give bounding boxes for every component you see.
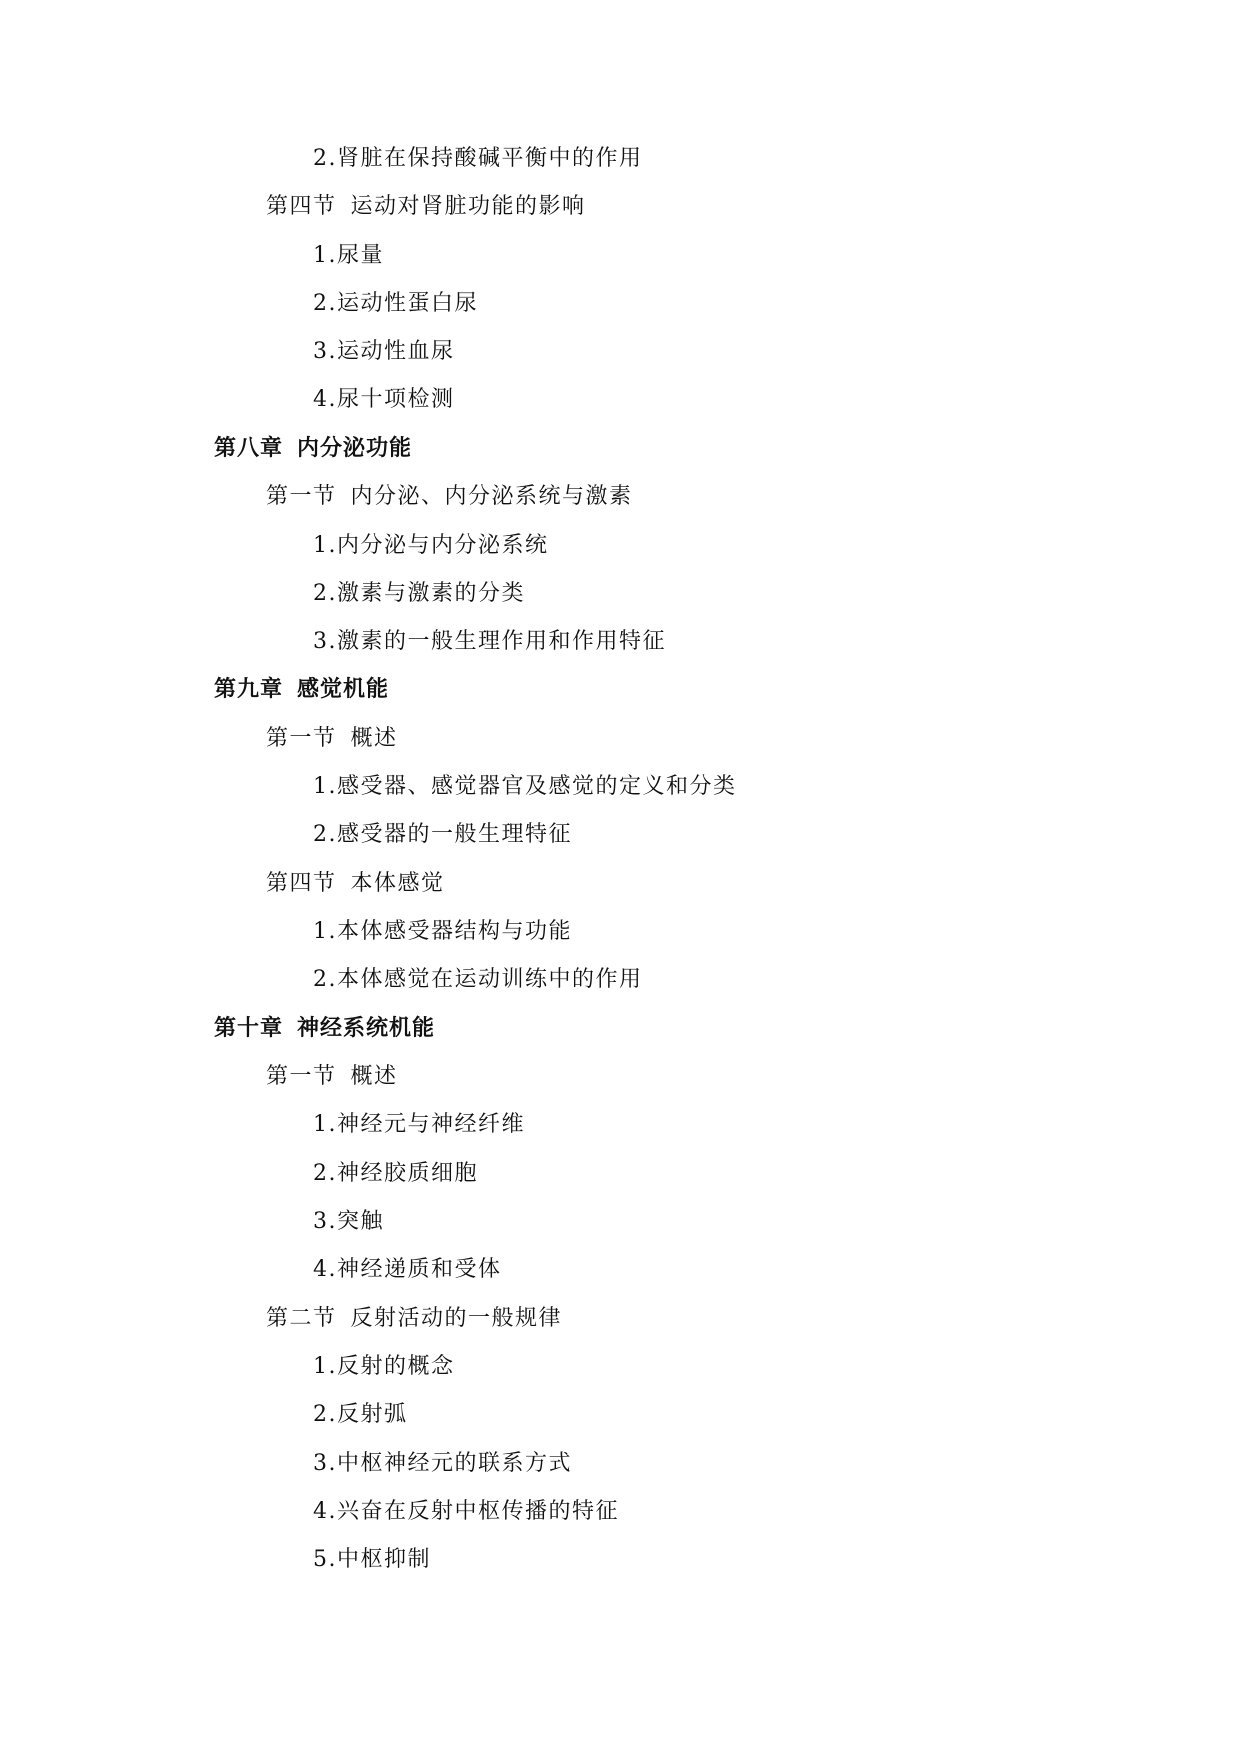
item-line <box>313 1207 384 1237</box>
section-number: 第二节 <box>266 1306 337 1331</box>
item-text: 1.本体感受器结构与功能 <box>313 919 572 944</box>
item-line <box>313 772 737 802</box>
item-text: 3.中枢神经元的联系方式 <box>313 1451 572 1476</box>
chapter-heading <box>214 434 412 464</box>
item-line <box>313 579 525 609</box>
item-line <box>313 241 384 271</box>
item-text: 3.突触 <box>313 1209 384 1234</box>
item-text: 3.激素的一般生理作用和作用特征 <box>313 629 666 654</box>
item-line <box>313 337 455 367</box>
item-text: 1.尿量 <box>313 243 384 268</box>
item-line <box>313 1400 408 1430</box>
item-text: 4.神经递质和受体 <box>313 1257 502 1282</box>
section-title: 概述 <box>350 726 398 751</box>
chapter-title: 内分泌功能 <box>297 436 413 461</box>
section-heading <box>266 1304 562 1334</box>
item-line <box>313 917 572 947</box>
item-text: 2.激素与激素的分类 <box>313 581 525 606</box>
item-line <box>313 1545 431 1575</box>
item-text: 2.反射弧 <box>313 1402 408 1427</box>
section-number: 第一节 <box>266 484 337 509</box>
section-heading <box>266 724 398 754</box>
item-line <box>313 820 572 850</box>
chapter-number: 第八章 <box>214 436 284 461</box>
item-text: 1.神经元与神经纤维 <box>313 1112 525 1137</box>
item-line <box>313 385 455 415</box>
section-heading <box>266 192 586 222</box>
item-text: 1.内分泌与内分泌系统 <box>313 533 549 558</box>
item-line <box>313 531 549 561</box>
section-heading <box>266 482 633 512</box>
item-line <box>313 289 478 319</box>
item-text: 3.运动性血尿 <box>313 339 455 364</box>
item-text: 2.肾脏在保持酸碱平衡中的作用 <box>313 146 643 171</box>
item-line <box>313 1449 572 1479</box>
section-title: 内分泌、内分泌系统与激素 <box>350 484 633 509</box>
item-line <box>313 144 643 174</box>
section-number: 第四节 <box>266 871 337 896</box>
item-text: 2.神经胶质细胞 <box>313 1161 478 1186</box>
section-number: 第四节 <box>266 194 337 219</box>
item-line <box>313 1159 478 1189</box>
chapter-number: 第十章 <box>214 1016 284 1041</box>
section-heading <box>266 869 445 899</box>
item-text: 4.兴奋在反射中枢传播的特征 <box>313 1499 619 1524</box>
chapter-heading <box>214 1014 435 1044</box>
chapter-number: 第九章 <box>214 677 284 702</box>
section-title: 运动对肾脏功能的影响 <box>350 194 586 219</box>
chapter-heading <box>214 675 389 705</box>
item-line <box>313 1110 525 1140</box>
section-title: 本体感觉 <box>350 871 445 896</box>
section-heading <box>266 1062 398 1092</box>
section-number: 第一节 <box>266 726 337 751</box>
section-title: 反射活动的一般规律 <box>350 1306 563 1331</box>
item-line <box>313 965 643 995</box>
item-text: 2.运动性蛋白尿 <box>313 291 478 316</box>
item-line <box>313 627 666 657</box>
item-line <box>313 1255 502 1285</box>
chapter-title: 神经系统机能 <box>297 1016 436 1041</box>
item-text: 2.本体感觉在运动训练中的作用 <box>313 967 643 992</box>
item-text: 2.感受器的一般生理特征 <box>313 822 572 847</box>
chapter-title: 感觉机能 <box>297 677 390 702</box>
item-text: 1.感受器、感觉器官及感觉的定义和分类 <box>313 774 737 799</box>
item-text: 5.中枢抑制 <box>313 1547 431 1572</box>
section-title: 概述 <box>350 1064 398 1089</box>
section-number: 第一节 <box>266 1064 337 1089</box>
item-line <box>313 1497 619 1527</box>
item-line <box>313 1352 455 1382</box>
item-text: 4.尿十项检测 <box>313 387 455 412</box>
item-text: 1.反射的概念 <box>313 1354 455 1379</box>
